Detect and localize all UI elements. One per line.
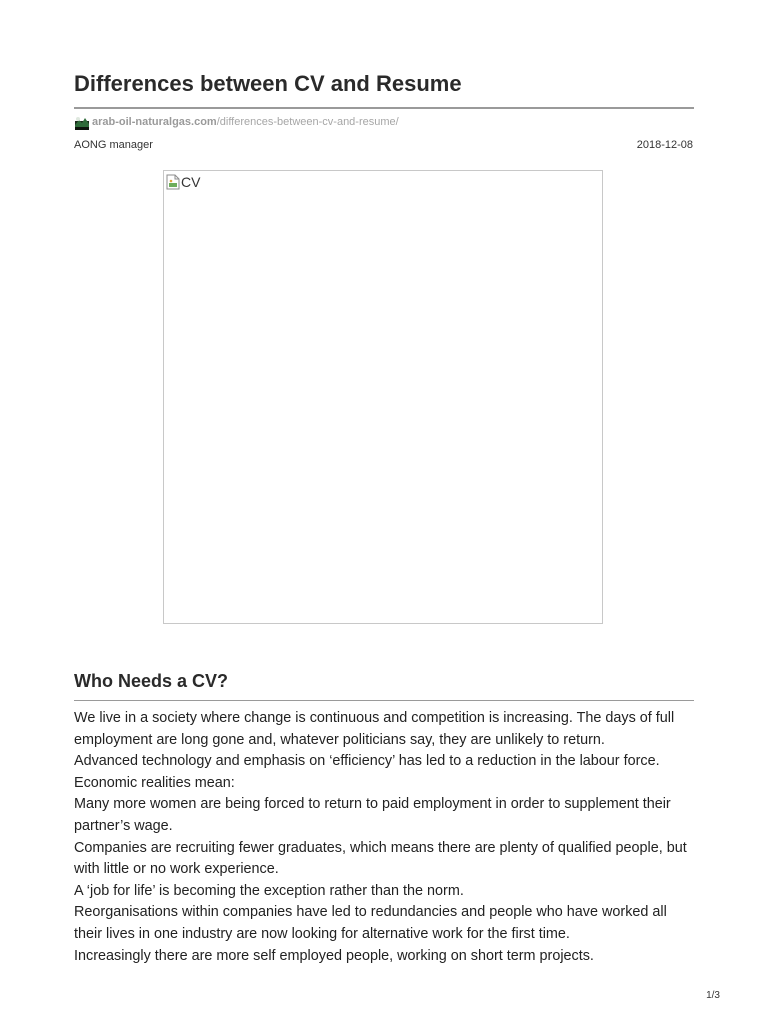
site-favicon-icon — [74, 115, 90, 130]
article-body — [74, 708, 696, 967]
section-heading: Who Needs a CV? — [74, 671, 229, 691]
broken-image-icon — [166, 174, 180, 190]
paragraph: A ‘job for life’ is becoming the exception rather than the norm. — [74, 882, 464, 899]
source-link[interactable] — [74, 114, 399, 130]
broken-image — [166, 174, 200, 190]
publish-date: 2018-12-08 — [636, 139, 693, 151]
paragraph: Economic realities mean: — [74, 774, 235, 791]
image-alt-text: CV — [181, 174, 201, 190]
paragraph: Increasingly there are more self employed people, working on short term projects. — [74, 947, 594, 964]
cv-image-placeholder — [163, 170, 603, 624]
page-number: 1/3 — [706, 990, 720, 1001]
page-title: Differences between CV and Resume — [74, 71, 462, 96]
author-name: AONG manager — [74, 139, 153, 151]
paragraph: Companies are recruiting fewer graduates, which means there are plenty of qualified people, but with little or no work experience. — [74, 839, 687, 878]
paragraph: Many more women are being forced to return to paid employment in order to supplement their partner’s wage. — [74, 796, 671, 834]
section-divider — [74, 700, 694, 701]
paragraph: Advanced technology and emphasis on ‘efficiency’ has led to a reduction in the labour force. — [74, 753, 660, 770]
paragraph: Reorganisations within companies have led to redundancies and people who have worked all their lives in one industry are now looking for alternative work for the first time. — [74, 904, 667, 942]
source-domain[interactable]: arab-oil-naturalgas.com — [92, 116, 217, 128]
title-divider — [74, 107, 694, 109]
paragraph: We live in a society where change is continuous and competition is increasing. The days of full employment are long gone and, whatever politicians say, they are unlikely to return. — [74, 710, 675, 748]
source-path[interactable]: /differences-between-cv-and-resume/ — [216, 116, 399, 128]
